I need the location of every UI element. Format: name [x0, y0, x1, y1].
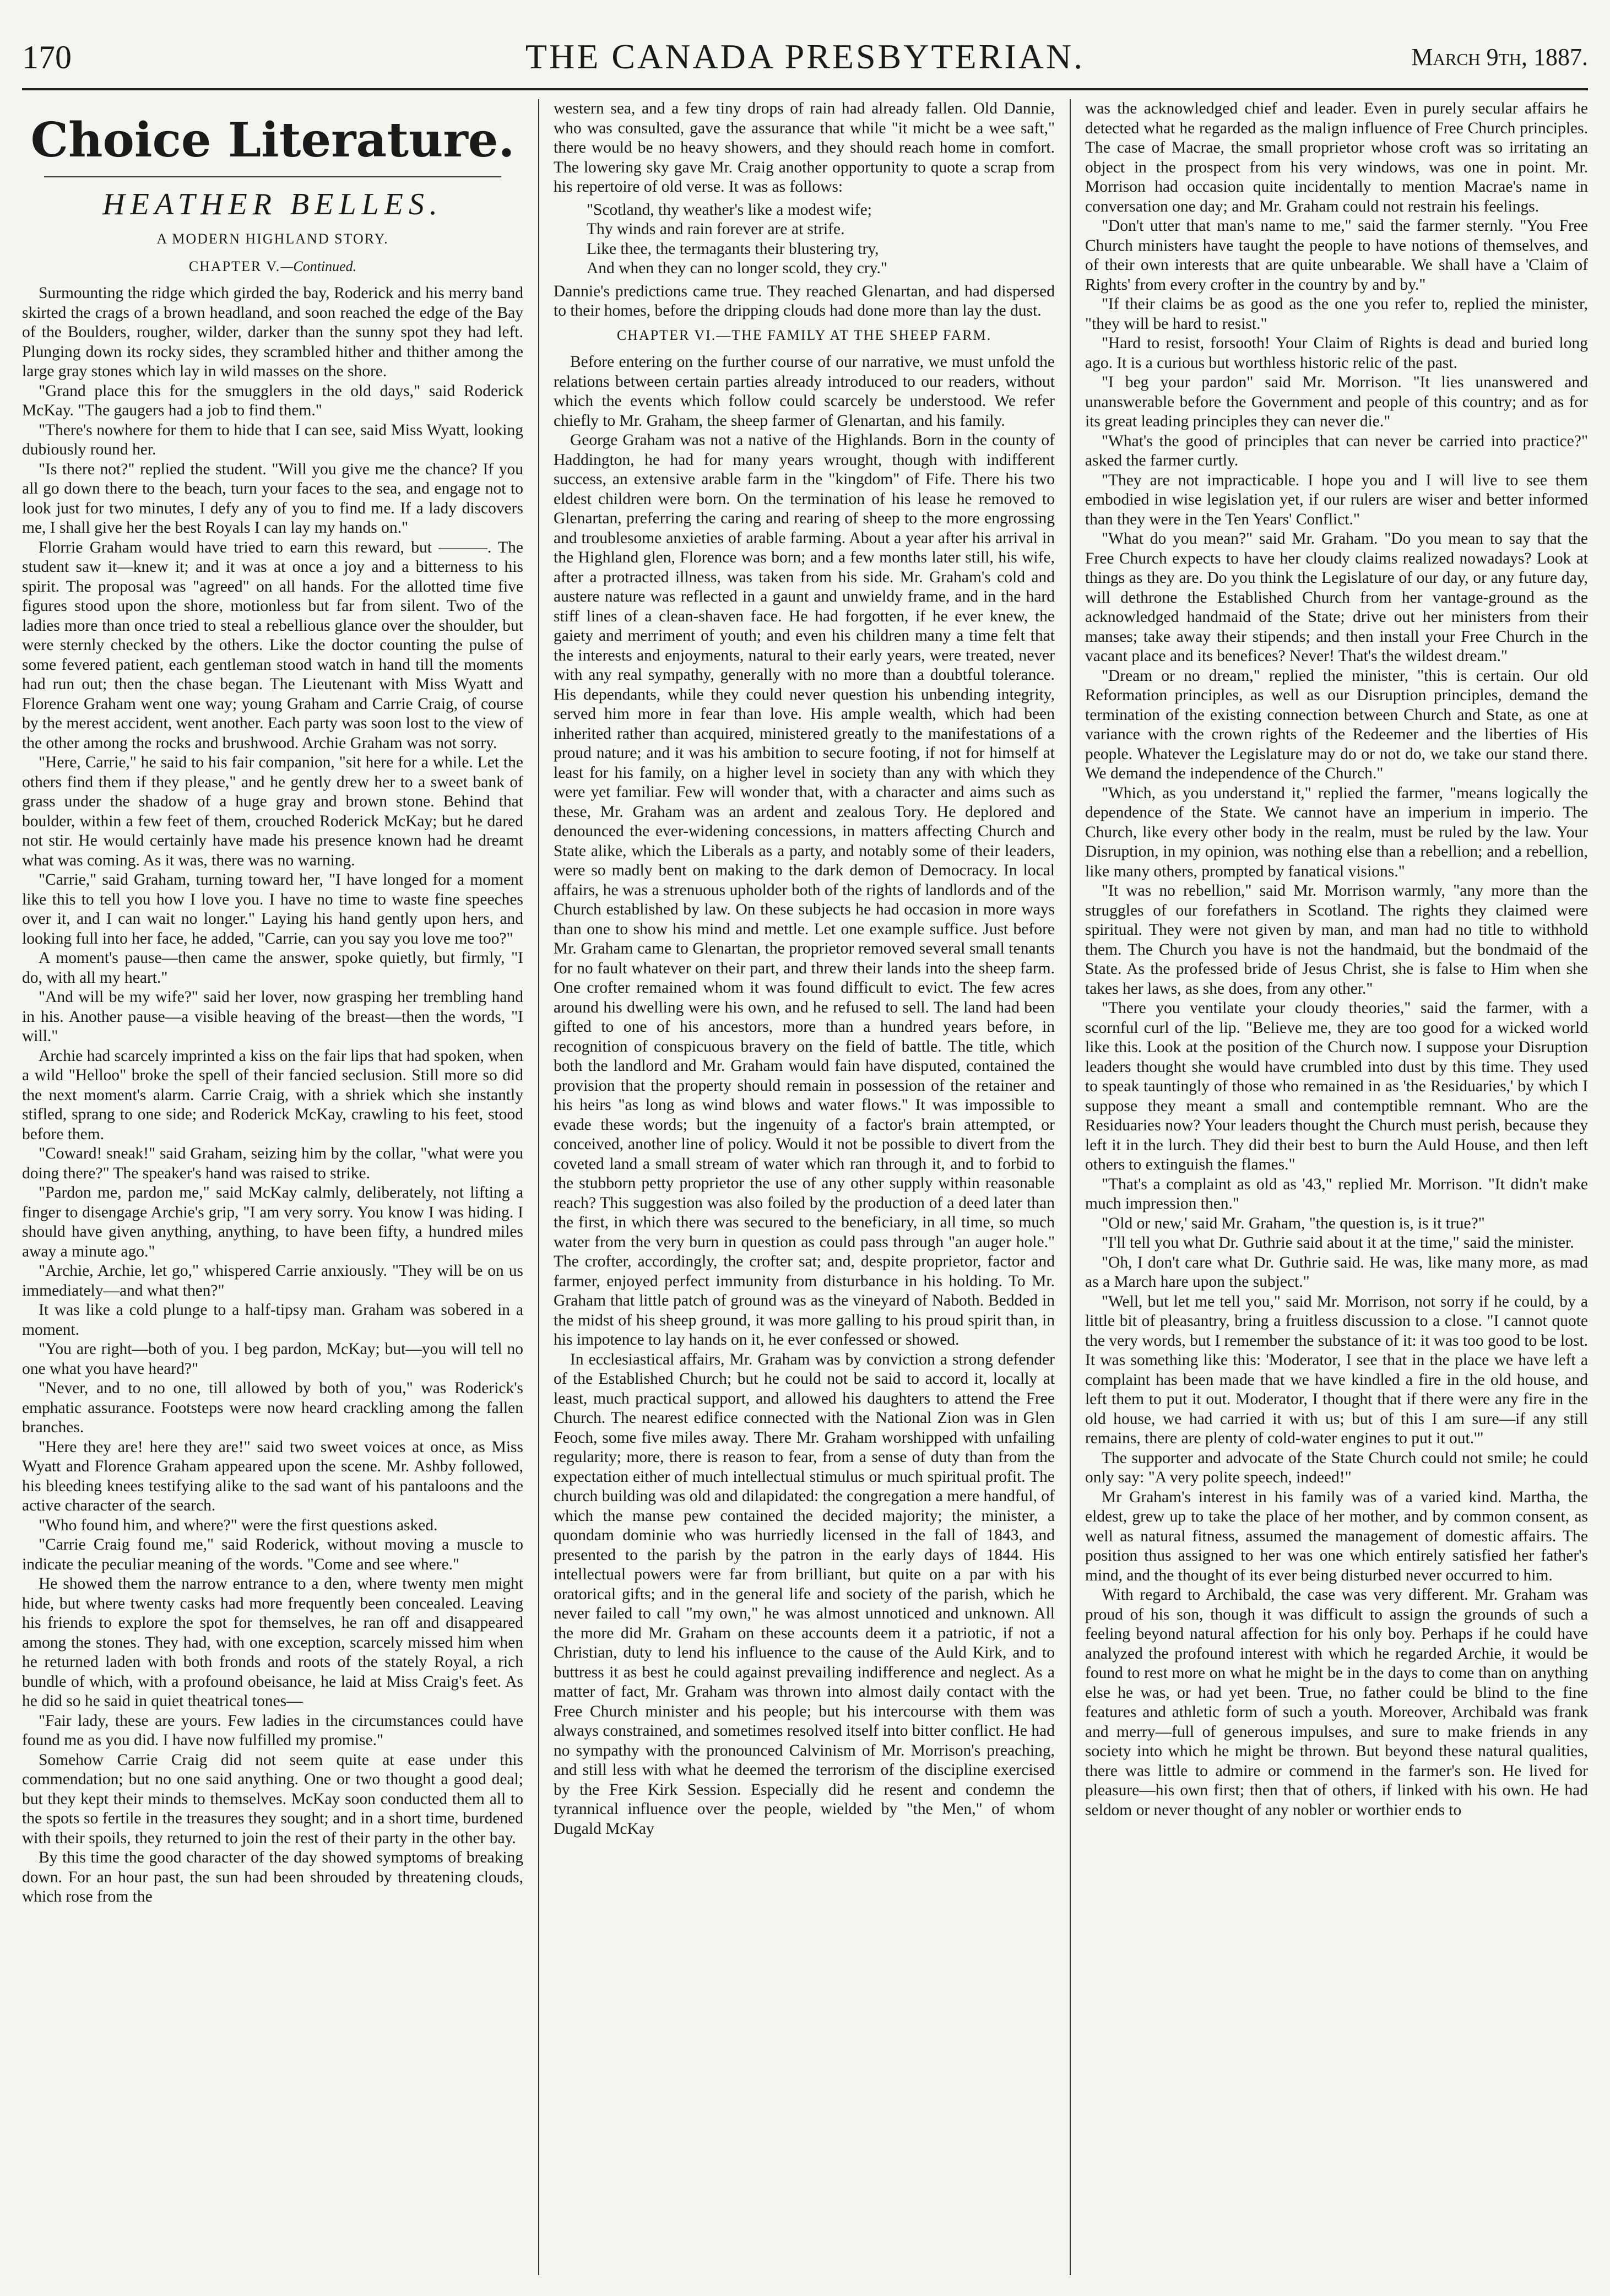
paragraph: It was like a cold plunge to a half-tipsy man. Graham was sobered in a moment. [22, 1301, 523, 1339]
paragraph: "It was no rebellion," said Mr. Morrison warmly, "any more than the struggles of our forefathers in Scotland. The rights they claimed were spiritual. They were not given by man, and man had no title to withhold them. The Church you have is not the handmaid, but the bondmaid of the State. As the professed bride of Jesus Christ, she is false to Him when she takes her laws, as she does, from any other." [1085, 882, 1588, 998]
paragraph: Somehow Carrie Craig did not seem quite at ease under this commendation; but no one said anything. One or two thought a good deal; but they kept their minds to themselves. McKay soon conducted them all to the spots so fertile in the treasures they sought; and in a short time, burdened with their spoils, they returned to join the rest of their party in the other bay. [22, 1751, 523, 1847]
paragraph: "Archie, Archie, let go," whispered Carrie anxiously. "They will be on us immediately—and what then?" [22, 1262, 523, 1299]
verse-line: Thy winds and rain forever are at strife. [587, 220, 845, 238]
chapter-5-continued: —Continued. [280, 258, 357, 274]
chapter-6-heading: CHAPTER VI.—THE FAMILY AT THE SHEEP FARM. [616, 327, 992, 343]
paragraph: "Pardon me, pardon me," said McKay calmly, deliberately, not lifting a finger to disengage Archie's grip, "I am very sorry. You know I was hiding. I should have given anything, anything, to have been fifty, a hundred miles away a minute ago." [22, 1184, 523, 1260]
paragraph: "They are not impracticable. I hope you and I will live to see them embodied in wise legislation yet, if our rulers are wiser and better informed than they were in the Ten Years' Conflict." [1085, 471, 1588, 528]
paragraph: Surmounting the ridge which girded the bay, Roderick and his merry band skirted the crags of a brown headland, and soon reached the edge of the Bay of the Boulders, rougher, wilder, darker than the sunny spot they had left. Plunging down its rocky sides, they scrambled hither and thither among the large gray stones which lay in wild masses on the shore. [22, 284, 523, 380]
paragraph: "Dream or no dream," replied the minister, "this is certain. Our old Reformation principles, as well as our Disruption principles, demand the termination of the existing connection between Church and State, as one at variance with the crown rights of the Redeemer and the liberties of His people. Whatever the Legislature may do or not do, we take our stand there. We demand the independence of the Church." [1085, 667, 1588, 782]
paragraph: "You are right—both of you. I beg pardon, McKay; but—you will tell no one what you have heard?" [22, 1340, 523, 1378]
issue-date: March 9th, 1887. [1411, 44, 1588, 71]
paragraph: "Don't utter that man's name to me," said the farmer sternly. "You Free Church ministers have taught the people to have notions of themselves, and of their own interests that are quite unbearable. We shall have a 'Claim of Rights' from every crofter in the country by and by." [1085, 217, 1588, 294]
paragraph: "I'll tell you what Dr. Guthrie said about it at the time," said the minister. [1102, 1234, 1574, 1252]
paragraph: "Carrie Craig found me," said Roderick, without moving a muscle to indicate the peculiar meaning of the words. "Come and see where." [22, 1536, 523, 1573]
paragraph: The supporter and advocate of the State Church could not smile; he could only say: "A very polite speech, indeed!" [1085, 1449, 1588, 1486]
paragraph: With regard to Archibald, the case was very different. Mr. Graham was proud of his son, though it was difficult to assign the grounds of such a feeling beyond natural affection for his only boy. Perhaps if he could have analyzed the profound interest with which he regarded Archie, it would be found to rest more on what he might be in the days to come than on anything else he was, or had yet been. True, no father could be blind to the fine features and athletic form of such a youth. Moreover, Archibald was frank and merry—full of generous impulses, and sure to make friends in any society into which he might be thrown. But beyond these natural qualities, there was little to admire or commend in the farmer's son. He lived for pleasure—his own first; then that of others, if linked with his own. He had seldom or never thought of any nobler or worthier ends to [1085, 1586, 1588, 1819]
chapter-5-label: CHAPTER V. [188, 258, 281, 274]
paragraph: Archie had scarcely imprinted a kiss on the fair lips that had spoken, when a wild "Helloo" broke the spell of their fancied seclusion. Still more so did the next moment's alarm. Carrie Craig, with a shriek which she instantly stifled, sprang to one side; and Roderick McKay, crawling to his feet, stood before them. [22, 1047, 523, 1143]
verse-line: Like thee, the termagants their blustering try, [587, 240, 879, 258]
verse-line: "Scotland, thy weather's like a modest wife; [587, 201, 872, 219]
paragraph: A moment's pause—then came the answer, spoke quietly, but firmly, "I do, with all my heart." [22, 949, 523, 987]
publication-title: THE CANADA PRESBYTERIAN. [525, 37, 1085, 76]
paragraph: In ecclesiastical affairs, Mr. Graham was by conviction a strong defender of the Established Church; but he could not be said to accord it, locally at least, much practical support, and allowed his daughters to attend the Free Church. The nearest edifice connected with the National Zion was in Glen Feoch, some five miles away. There Mr. Graham worshipped with unfailing regularity; more, there is reason to fear, from a sense of duty than from the expectation either of much intellectual stimulus or much spiritual profit. The church building was old and dilapidated: the congregation a mere handful, of which the manse pew contained the decided majority; the minister, a quondam dominie who was hurriedly licensed in the fall of 1843, and presented to the parish by the patron in the early days of 1844. His intellectual powers were far from brilliant, but quite on a par with his oratorical gifts; and in the general life and society of the parish, which he never failed to call "my own," he was almost unnoticed and unknown. All the more did Mr. Graham on these accounts deem it a patriotic, if not a Christian, duty to lend his influence to the cause of the Auld Kirk, and to buttress it as best he could against prevailing indifference and neglect. As a matter of fact, Mr. Graham was thrown into almost daily contact with the Free Church minister and his people; but his intercourse with them was always constrained, and sometimes resolved itself into bitter conflict. He had no sympathy with the pronounced Calvinism of Mr. Morrison's preaching, and still less with what he deemed the terrorism of the discipline exercised by the Free Kirk Session. Especially did he resent and condemn the tyrannical influence over the people, wielded by "the Men," of whom Dugald McKay [554, 1350, 1055, 1838]
story-subtitle: A MODERN HIGHLAND STORY. [156, 231, 389, 247]
column-3-text [1085, 99, 1588, 1820]
paragraph: "Here, Carrie," he said to his fair companion, "sit here for a while. Let the others find them if they please," and he gently drew her to a sweet bank of grass under the shadow of a huge gray and brown stone. Behind that boulder, within a few feet of them, crouched Roderick McKay; but he dared not stir. He would certainly have made his presence known had he dreamt what was coming. As it was, there was no warning. [22, 754, 523, 869]
paragraph: "What's the good of principles that can never be carried into practice?" asked the farmer curtly. [1085, 432, 1588, 469]
paragraph: "And will be my wife?" said her lover, now grasping her trembling hand in his. Another pause—a visible heaving of the breast—then the words, "I will." [22, 988, 523, 1045]
paragraph: "Carrie," said Graham, turning toward her, "I have longed for a moment like this to tell you how I love you. I have no time to waste fine speeches over it, and I can wait no longer." Laying his hand gently upon hers, and looking full into her face, he added, "Carrie, can you say you love me too?" [22, 871, 523, 947]
paragraph: He showed them the narrow entrance to a den, where twenty men might hide, but where twenty casks had more frequently been concealed. Leaving his friends to explore the spot for themselves, he ran off and disappeared among the stones. They had, with one exception, scarcely missed him when he returned laden with both fronds and roots of the stately Royal, a rich bundle of which, with a profound obeisance, he laid at Miss Craig's feet. As he did so he said in quiet theatrical tones— [22, 1575, 523, 1710]
paragraph: Dannie's predictions came true. They reached Glenartan, and had dispersed to their homes, before the dripping clouds had done more than lay the dust. [554, 282, 1055, 320]
newspaper-page [22, 17, 1588, 2281]
chapter-5-heading [22, 257, 523, 277]
paragraph: Florrie Graham would have tried to earn this reward, but ———. The student saw it—knew it; and it was at once a joy and a bitterness to his spirit. The proposal was "agreed" on all hands. For the allotted time five figures stood upon the shore, motionless but far from silent. Two of the ladies more than once tried to steal a rebellious glance over the shoulder, but were sternly checked by the others. Like the doctor counting the pulse of some fevered patient, each gentleman stood watch in hand till the moments had run out; then the chase began. The Lieutenant with Miss Wyatt and Florence Graham went one way; young Graham and Carrie Craig, of course by the merest accident, went another. Each party was soon lost to the view of the other among the rocks and brushwood. Archie Graham was not sorry. [22, 538, 523, 752]
paragraph: "What do you mean?" said Mr. Graham. "Do you mean to say that the Free Church expects to have her cloudy claims realized nowadays? Look at things as they are. Do you think the Legislature of our day, or any future day, will dethrone the Established Church from her vantage-ground as the acknowledged handmaid of the State; drive out her ministers from their manses; take away their stipends; and then install your Free Church in the vacant place and its benefices? Never! That's the wildest dream." [1085, 530, 1588, 665]
paragraph: "If their claims be as good as the one you refer to, replied the minister, "they will be hard to resist." [1085, 295, 1588, 333]
paragraph: "Coward! sneak!" said Graham, seizing him by the collar, "what were you doing there?" The speaker's hand was raised to strike. [22, 1145, 523, 1182]
paragraph: "Which, as you understand it," replied the farmer, "means logically the dependence of the State. We cannot have an imperium in imperio. The Church, like every other body in the realm, must be ruled by the law. Your Disruption, in my opinion, was nothing else than a rebellion; and a rebellion, like many others, prompted by fanatical visions." [1085, 784, 1588, 880]
paragraph: "Never, and to no one, till allowed by both of you," was Roderick's emphatic assurance. Footsteps were now heard crackling among the fallen branches. [22, 1379, 523, 1436]
title-rule [44, 176, 501, 177]
paragraph: "That's a complaint as old as '43," replied Mr. Morrison. "It didn't make much impression then." [1085, 1175, 1588, 1212]
paragraph: Mr Graham's interest in his family was of a varied kind. Martha, the eldest, grew up to take the place of her mother, and by common consent, as well as natural fitness, assumed the management of domestic affairs. The position thus assigned to her was one which entirely satisfied her father's mind, and the thought of its ever being disturbed never occurred to him. [1085, 1488, 1588, 1584]
paragraph: "Here they are! here they are!" said two sweet voices at once, as Miss Wyatt and Florence Graham appeared upon the scene. Mr. Ashby followed, his bleeding knees testifying alike to the sad want of his pantaloons and the active character of the search. [22, 1438, 523, 1514]
paragraph: "Old or new,' said Mr. Graham, "the question is, is it true?" [1102, 1214, 1485, 1232]
running-head [22, 17, 1588, 90]
article-columns [22, 99, 1588, 2275]
paragraph: "Hard to resist, forsooth! Your Claim of Rights is dead and buried long ago. It is a curious but worthless historic relic of the past. [1085, 334, 1588, 372]
column-2-text-b [554, 282, 1055, 321]
paragraph: "There you ventilate your cloudy theories," said the farmer, with a scornful curl of the lip. "Believe me, they are too good for a wicked world like this. Look at the position of the Church now. I suppose your Disruption leaders thought she would have crumbled into dust by this time. They used to speak tauntingly of those who remained in as 'the Residuaries,' by which I suppose they meant a small and contemptible remnant. Who are the Residuaries now? Your leaders thought the Church must perish, because they left it in the lurch. They did their best to burn the Auld House, and then left others to extinguish the flames." [1085, 999, 1588, 1173]
column-2-text-a [554, 99, 1055, 197]
paragraph: western sea, and a few tiny drops of rain had already fallen. Old Dannie, who was consulted, gave the assurance that while "it micht be a wee saft," there would be no heavy showers, and they should reach home in comfort. The lowering sky gave Mr. Craig another opportunity to quote a scrap from his repertoire of old verse. It was as follows: [554, 100, 1055, 196]
section-title: Choice Literature. [30, 112, 515, 168]
paragraph: "Oh, I don't care what Dr. Guthrie said. He was, like many more, as mad as a March hare upon the subject." [1085, 1253, 1588, 1291]
column-2-text-c [554, 353, 1055, 1839]
verse-block [587, 201, 1055, 279]
story-title: HEATHER BELLES. [102, 187, 443, 221]
page-number: 170 [22, 39, 72, 75]
paragraph: "Is there not?" replied the student. "Will you give me the chance? If you all go down there to the beach, turn your faces to the sea, and engage not to look just for two minutes, I defy any of you to find me. If a lady discovers me, I shall give her the best Royals I can lay my hands on." [22, 460, 523, 537]
paragraph: George Graham was not a native of the Highlands. Born in the county of Haddington, he had for many years wrought, though with indifferent success, an extensive arable farm in the "kingdom" of Fife. There his two eldest children were born. On the termination of his lease he removed to Glenartan, preferring the caring and rearing of sheep to the more engrossing and troublesome anxieties of arable farming. About a year after his arrival in the Highland glen, Florence was born; and a few months later still, his wife, after a protracted illness, was taken from his side. Mr. Graham's cold and austere nature was reflected in a gaunt and unwieldy frame, and in the hard stiff lines of a clean-shaven face. He had forgotten, if he ever knew, the gaiety and merriment of youth; and even his children many a time felt that the interests and enjoyments, natural to their early years, were treated, never with any real sympathy, generally with no more than a doubtful tolerance. His dependants, while they could never question his unbending integrity, served him more in fear than love. His ample wealth, which had been inherited rather than acquired, ministered greatly to the manifestations of a proud nature; and it was his ambition to secure footing, if not for himself at least for his family, on a higher level in society than any with which they were yet familiar. Few will wonder that, with a character and aims such as these, Mr. Graham was an ardent and zealous Tory. He deplored and denounced the ever-widening concessions, in matters affecting Church and State alike, which the Liberals as a party, and notably some of their leaders, were so madly bent on making to the dark demon of Democracy. In local affairs, he was a strenuous upholder both of the rights of landlords and of the Church established by law. On these subjects he had occasion in more ways than one to show his mind and mettle. Let one example suffice. Just before Mr. Graham came to Glenartan, the proprietor removed several small tenants for no fault whatever on their part, and threw their lands into the sheep farm. One crofter remained whom it was found difficult to evict. The few acres around his dwelling were his own, and he refused to sell. The land had been gifted to one of his ancestors, more than a hundred years before, in recognition of conspicuous bravery on the field of battle. The title, which both the landlord and Mr. Graham would fain have disputed, contained the provision that the property should remain in possession of the retainer and his heirs "as long as wind blows and water flows." It was impossible to evade these words; but the ingenuity of a factor's brain attempted, or conceived, another line of policy. Would it not be possible to divert from the coveted land a small stream of water which ran through it, and to forbid to the stubborn petty proprietor the use of any other supply within reasonable reach? This suggestion was also foiled by the production of a deed later than the first, in which there was secured to the beneficiary, in all time, so much water from the very burn in question as could pass through "an auger hole." The crofter, accordingly, the crofter sat; and, despite proprietor, factor and farmer, enjoyed perfect immunity from disturbance in his holding. To Mr. Graham that little patch of ground was as the vineyard of Naboth. Bedded in the midst of his sheep ground, it was more galling to his proud spirit than, in his impotence to lay hands on it, he ever confessed or showed. [554, 431, 1055, 1349]
verse-line: And when they can no longer scold, they cry." [587, 259, 887, 277]
column-1-text [22, 284, 523, 1907]
column-3 [1085, 99, 1588, 2275]
paragraph: "There's nowhere for them to hide that I can see, said Miss Wyatt, looking dubiously round her. [22, 421, 523, 458]
paragraph: was the acknowledged chief and leader. Even in purely secular affairs he detected what he regarded as the malign influence of Free Church principles. The case of Macrae, the small proprietor whose croft was so irritating an object in the prospect from his very windows, was one in point. Mr. Morrison had occasion quite incidentally to mention Macrae's name in conversation one day; and Mr. Graham could not restrain his feelings. [1085, 100, 1588, 215]
paragraph: "Fair lady, these are yours. Few ladies in the circumstances could have found me as you did. I have now fulfilled my promise." [22, 1712, 523, 1749]
paragraph: "I beg your pardon" said Mr. Morrison. "It lies unanswered and unanswerable before the Government and people of this country; and as for its great leading principles they can never die." [1085, 373, 1588, 430]
column-rule [1070, 99, 1071, 2275]
column-rule [538, 99, 539, 2275]
paragraph: By this time the good character of the day showed symptoms of breaking down. For an hour past, the sun had been shrouded by threatening clouds, which rose from the [22, 1849, 523, 1905]
paragraph: "Grand place this for the smugglers in the old days," said Roderick McKay. "The gaugers had a job to find them." [22, 382, 523, 419]
paragraph: "Well, but let me tell you," said Mr. Morrison, not sorry if he could, by a little bit of pleasantry, bring a fruitless discussion to a close. "I cannot quote the very words, but I remember the substance of it: it was too good to be lost. It was something like this: 'Moderator, I see that in the place we have left a complaint has been made that we have kindled a fire in the old house, and left them to put it out. Moderator, I thought that if there were any fire in the old house, we had carried it with us; but of this I am sure—if any still remains, there are plenty of cold-water engines to put it out.'" [1085, 1292, 1588, 1447]
column-2 [554, 99, 1055, 2275]
paragraph: "Who found him, and where?" were the first questions asked. [39, 1516, 438, 1534]
column-1 [22, 99, 523, 2275]
paragraph: Before entering on the further course of our narrative, we must unfold the relations between certain parties already introduced to our readers, without which the events which follow could scarcely be understood. We refer chiefly to Mr. Graham, the sheep farmer of Glenartan, and his family. [554, 353, 1055, 430]
